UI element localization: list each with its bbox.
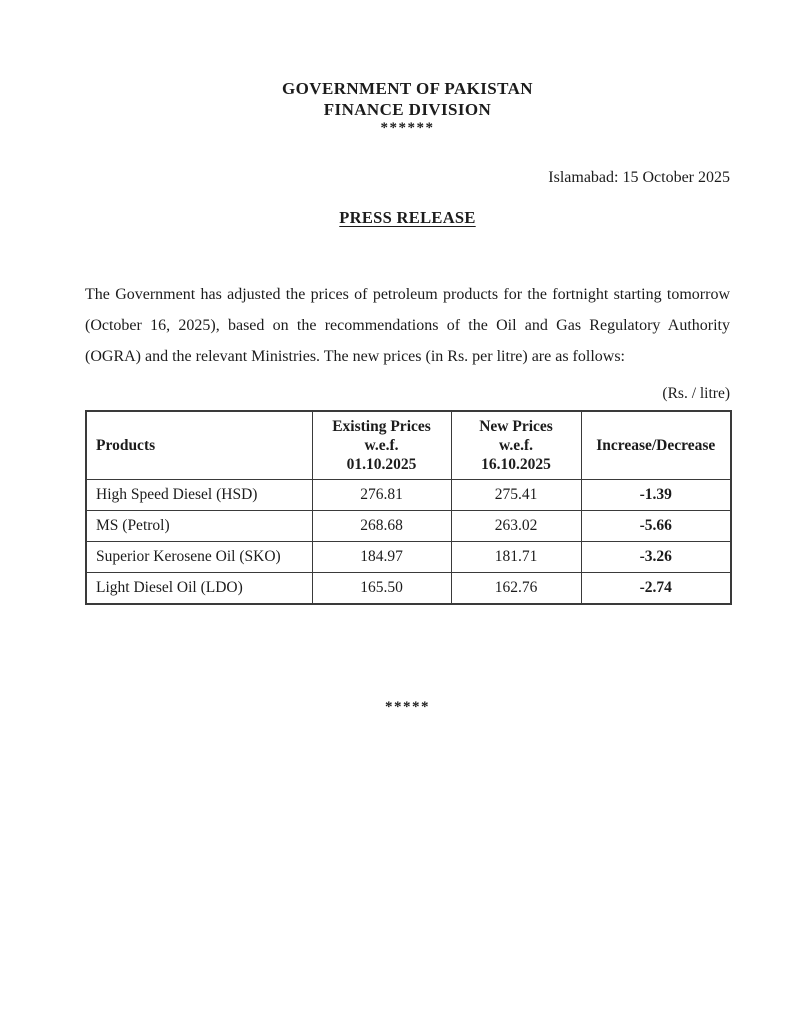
footer-stars: ***** (385, 698, 430, 715)
header-line: 01.10.2025 (346, 456, 417, 473)
existing-price: 184.97 (312, 542, 451, 573)
product-name: MS (Petrol) (86, 511, 312, 542)
existing-price: 276.81 (312, 480, 451, 511)
existing-price: 268.68 (312, 511, 451, 542)
letterhead-stars: ****** (380, 120, 435, 136)
new-price: 263.02 (451, 511, 581, 542)
price-change: -1.39 (581, 480, 731, 511)
letterhead (85, 78, 730, 136)
new-price: 162.76 (451, 573, 581, 604)
column-header-increase-decrease (581, 411, 731, 480)
column-header-new-prices (451, 411, 581, 480)
price-table (85, 410, 732, 605)
header-line: Increase/Decrease (596, 437, 716, 454)
price-change: -5.66 (581, 511, 731, 542)
header-line: Products (96, 437, 156, 454)
government-name: GOVERNMENT OF PAKISTAN (282, 79, 533, 98)
body-paragraph: The Government has adjusted the prices of petroleum products for the fortnight starting tomorrow (October 16, 2025), based on the recommendations of the Oil and Gas Regulatory Authority (OGRA) and the relevant Ministries. The new prices (in Rs. per litre) are as follows: (85, 286, 730, 365)
header-line: Existing Prices (332, 418, 431, 435)
header-line: New Prices (479, 418, 553, 435)
press-release-title-text: PRESS RELEASE (339, 208, 476, 227)
table-row (86, 542, 731, 573)
dateline: Islamabad: 15 October 2025 (548, 169, 730, 186)
unit-note: (Rs. / litre) (662, 385, 730, 402)
header-line: w.e.f. (498, 437, 533, 454)
column-header-products (86, 411, 312, 480)
header-line: w.e.f. (364, 437, 399, 454)
division-name: FINANCE DIVISION (323, 100, 492, 119)
table-header-row (86, 411, 731, 480)
product-name: High Speed Diesel (HSD) (86, 480, 312, 511)
table-row (86, 480, 731, 511)
header-line: 16.10.2025 (481, 456, 551, 473)
press-release-title (85, 208, 730, 228)
new-price: 181.71 (451, 542, 581, 573)
product-name: Superior Kerosene Oil (SKO) (86, 542, 312, 573)
new-price: 275.41 (451, 480, 581, 511)
table-row (86, 573, 731, 604)
table-row (86, 511, 731, 542)
price-change: -2.74 (581, 573, 731, 604)
product-name: Light Diesel Oil (LDO) (86, 573, 312, 604)
existing-price: 165.50 (312, 573, 451, 604)
price-change: -3.26 (581, 542, 731, 573)
column-header-existing-prices (312, 411, 451, 480)
